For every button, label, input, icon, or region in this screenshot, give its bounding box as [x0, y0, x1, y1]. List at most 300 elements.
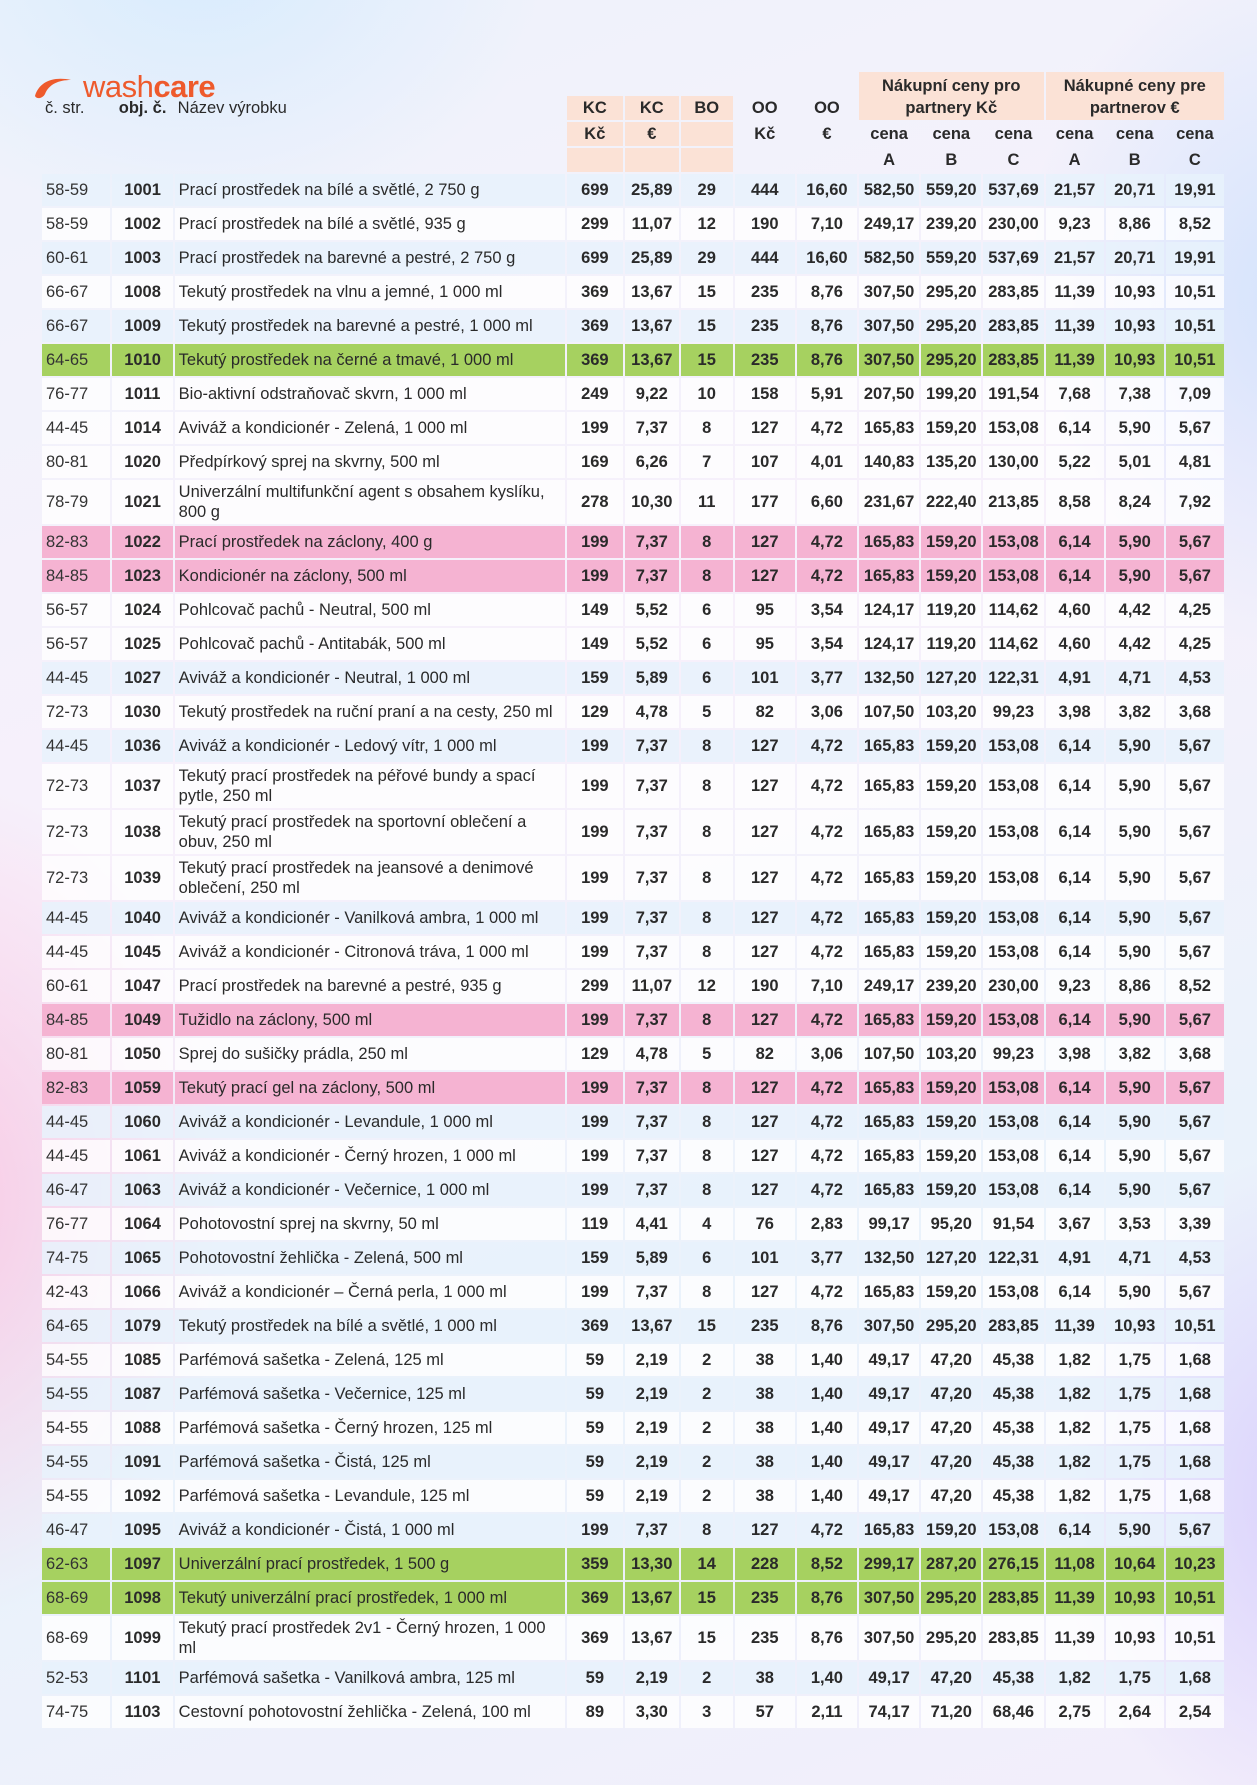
row-price-b-eur: 5,90: [1106, 902, 1164, 934]
row-kc-czk: 199: [567, 1140, 623, 1172]
row-kc-eur: 5,89: [625, 1242, 679, 1274]
unit-kc-eur: €: [625, 122, 679, 146]
row-page: 60-61: [42, 970, 110, 1002]
row-name: Parfémová sašetka - Černý hrozen, 125 ml: [175, 1412, 565, 1444]
row-price-a-eur: 11,39: [1046, 276, 1104, 308]
row-price-b-czk: 103,20: [921, 696, 981, 728]
row-price-a-czk: 165,83: [859, 810, 919, 854]
row-price-b-eur: 5,90: [1106, 856, 1164, 900]
row-bo: 11: [681, 480, 733, 524]
row-price-a-eur: 6,14: [1046, 412, 1104, 444]
row-price-b-eur: 1,75: [1106, 1662, 1164, 1694]
row-page: 54-55: [42, 1378, 110, 1410]
row-price-b-eur: 3,82: [1106, 696, 1164, 728]
row-oo-eur: 1,40: [797, 1378, 857, 1410]
row-price-c-eur: 5,67: [1166, 1072, 1224, 1104]
row-price-b-czk: 119,20: [921, 594, 981, 626]
row-obj: 1002: [112, 208, 172, 240]
row-price-a-czk: 165,83: [859, 730, 919, 762]
row-price-a-eur: 4,91: [1046, 662, 1104, 694]
row-price-b-eur: 1,75: [1106, 1344, 1164, 1376]
row-price-b-czk: 159,20: [921, 1140, 981, 1172]
row-oo-eur: 4,72: [797, 1514, 857, 1546]
row-price-c-eur: 2,54: [1166, 1696, 1224, 1728]
table-row: [42, 1072, 1224, 1104]
row-price-b-czk: 199,20: [921, 378, 981, 410]
row-price-b-eur: 1,75: [1106, 1412, 1164, 1444]
row-bo: 8: [681, 1174, 733, 1206]
row-kc-eur: 7,37: [625, 936, 679, 968]
row-page: 44-45: [42, 730, 110, 762]
row-oo-eur: 8,76: [797, 1616, 857, 1660]
row-price-b-czk: 287,20: [921, 1548, 981, 1580]
row-price-b-czk: 159,20: [921, 936, 981, 968]
row-price-c-eur: 10,51: [1166, 1616, 1224, 1660]
row-price-b-eur: 5,90: [1106, 936, 1164, 968]
row-obj: 1036: [112, 730, 172, 762]
row-price-b-eur: 10,93: [1106, 1310, 1164, 1342]
row-price-b-eur: 5,90: [1106, 1174, 1164, 1206]
row-bo: 8: [681, 1140, 733, 1172]
row-page: 68-69: [42, 1582, 110, 1614]
row-price-a-eur: 6,14: [1046, 1106, 1104, 1138]
row-oo-czk: 190: [735, 970, 795, 1002]
row-price-b-czk: 159,20: [921, 810, 981, 854]
row-price-c-czk: 283,85: [983, 344, 1043, 376]
col-cena-c-eur: cena: [1176, 124, 1214, 143]
row-kc-eur: 10,30: [625, 480, 679, 524]
row-price-a-czk: 99,17: [859, 1208, 919, 1240]
row-price-a-eur: 1,82: [1046, 1480, 1104, 1512]
row-kc-czk: 199: [567, 1004, 623, 1036]
row-kc-czk: 199: [567, 412, 623, 444]
row-price-a-czk: 165,83: [859, 1174, 919, 1206]
row-obj: 1064: [112, 1208, 172, 1240]
row-oo-czk: 127: [735, 936, 795, 968]
table-row: [42, 936, 1224, 968]
col-cena-b-czk: cena: [932, 124, 971, 143]
row-kc-eur: 13,67: [625, 1310, 679, 1342]
row-kc-czk: 199: [567, 810, 623, 854]
row-kc-eur: 3,30: [625, 1696, 679, 1728]
row-oo-eur: 3,77: [797, 662, 857, 694]
row-price-a-czk: 124,17: [859, 628, 919, 660]
row-oo-czk: 38: [735, 1446, 795, 1478]
row-price-b-eur: 5,90: [1106, 764, 1164, 808]
row-name: Tekutý prací prostředek na péřové bundy a spací pytle, 250 ml: [175, 764, 565, 808]
row-bo: 5: [681, 696, 733, 728]
row-oo-czk: 127: [735, 730, 795, 762]
row-price-a-eur: 6,14: [1046, 902, 1104, 934]
row-kc-czk: 369: [567, 344, 623, 376]
row-price-c-czk: 114,62: [983, 628, 1043, 660]
row-name: Pohlcovač pachů - Neutral, 500 ml: [175, 594, 565, 626]
row-page: 64-65: [42, 344, 110, 376]
row-price-a-czk: 165,83: [859, 764, 919, 808]
row-oo-czk: 190: [735, 208, 795, 240]
table-row: [42, 1004, 1224, 1036]
row-oo-eur: 3,77: [797, 1242, 857, 1274]
row-bo: 15: [681, 1582, 733, 1614]
row-price-c-czk: 213,85: [983, 480, 1043, 524]
table-row: [42, 1208, 1224, 1240]
row-price-b-eur: 5,90: [1106, 1276, 1164, 1308]
table-row: [42, 1242, 1224, 1274]
row-kc-eur: 5,52: [625, 628, 679, 660]
table-row: [42, 764, 1224, 808]
row-kc-eur: 13,67: [625, 310, 679, 342]
row-oo-czk: 177: [735, 480, 795, 524]
row-price-a-czk: 165,83: [859, 1004, 919, 1036]
row-obj: 1038: [112, 810, 172, 854]
row-bo: 12: [681, 970, 733, 1002]
row-page: 42-43: [42, 1276, 110, 1308]
row-oo-czk: 127: [735, 902, 795, 934]
row-price-a-eur: 2,75: [1046, 1696, 1104, 1728]
row-price-a-czk: 74,17: [859, 1696, 919, 1728]
row-bo: 6: [681, 1242, 733, 1274]
row-oo-eur: 1,40: [797, 1662, 857, 1694]
row-price-c-czk: 153,08: [983, 1004, 1043, 1036]
row-name: Tekutý prací prostředek na jeansové a denimové oblečení, 250 ml: [175, 856, 565, 900]
row-name: Aviváž a kondicionér - Černý hrozen, 1 000 ml: [175, 1140, 565, 1172]
row-price-c-eur: 10,51: [1166, 276, 1224, 308]
row-name: Aviváž a kondicionér - Levandule, 1 000 ml: [175, 1106, 565, 1138]
row-kc-eur: 25,89: [625, 242, 679, 274]
row-kc-eur: 7,37: [625, 1004, 679, 1036]
row-price-c-czk: 191,54: [983, 378, 1043, 410]
row-kc-czk: 359: [567, 1548, 623, 1580]
row-page: 56-57: [42, 594, 110, 626]
row-price-b-czk: 159,20: [921, 560, 981, 592]
row-price-c-eur: 5,67: [1166, 526, 1224, 558]
row-price-c-eur: 5,67: [1166, 412, 1224, 444]
row-price-a-eur: 4,60: [1046, 594, 1104, 626]
row-price-c-eur: 5,67: [1166, 1174, 1224, 1206]
table-row: [42, 1310, 1224, 1342]
row-price-c-eur: 5,67: [1166, 764, 1224, 808]
row-oo-czk: 127: [735, 526, 795, 558]
row-price-c-eur: 8,52: [1166, 208, 1224, 240]
row-name: Aviváž a kondicionér - Vanilková ambra, 1 000 ml: [175, 902, 565, 934]
row-price-b-czk: 159,20: [921, 1276, 981, 1308]
row-page: 72-73: [42, 856, 110, 900]
row-oo-czk: 101: [735, 1242, 795, 1274]
row-name: Aviváž a kondicionér - Večernice, 1 000 ml: [175, 1174, 565, 1206]
row-price-a-czk: 49,17: [859, 1480, 919, 1512]
row-price-b-czk: 159,20: [921, 1004, 981, 1036]
row-price-a-czk: 582,50: [859, 242, 919, 274]
row-price-a-eur: 11,08: [1046, 1548, 1104, 1580]
row-kc-czk: 59: [567, 1446, 623, 1478]
row-kc-eur: 2,19: [625, 1480, 679, 1512]
row-oo-eur: 4,72: [797, 1004, 857, 1036]
row-price-b-eur: 10,64: [1106, 1548, 1164, 1580]
row-kc-eur: 7,37: [625, 764, 679, 808]
row-price-a-czk: 165,83: [859, 1106, 919, 1138]
row-kc-czk: 149: [567, 628, 623, 660]
row-kc-czk: 199: [567, 902, 623, 934]
row-bo: 8: [681, 902, 733, 934]
row-name: Tužidlo na záclony, 500 ml: [175, 1004, 565, 1036]
row-oo-eur: 3,54: [797, 628, 857, 660]
row-page: 66-67: [42, 276, 110, 308]
row-oo-eur: 1,40: [797, 1446, 857, 1478]
row-price-c-eur: 1,68: [1166, 1378, 1224, 1410]
row-obj: 1001: [112, 174, 172, 206]
row-price-c-czk: 283,85: [983, 276, 1043, 308]
row-obj: 1085: [112, 1344, 172, 1376]
row-price-a-eur: 6,14: [1046, 936, 1104, 968]
row-price-a-eur: 11,39: [1046, 1310, 1104, 1342]
row-obj: 1087: [112, 1378, 172, 1410]
row-price-c-czk: 230,00: [983, 208, 1043, 240]
table-row: [42, 1412, 1224, 1444]
tier-b-eur: B: [1128, 150, 1141, 169]
row-obj: 1011: [112, 378, 172, 410]
row-name: Aviváž a kondicionér - Citronová tráva, 1 000 ml: [175, 936, 565, 968]
row-name: Tekutý prací prostředek 2v1 - Černý hrozen, 1 000 ml: [175, 1616, 565, 1660]
row-price-c-czk: 153,08: [983, 1276, 1043, 1308]
row-price-a-eur: 1,82: [1046, 1662, 1104, 1694]
row-price-b-czk: 95,20: [921, 1208, 981, 1240]
row-price-a-eur: 3,67: [1046, 1208, 1104, 1240]
row-name: Parfémová sašetka - Čistá, 125 ml: [175, 1446, 565, 1478]
row-oo-czk: 127: [735, 810, 795, 854]
row-price-a-eur: 3,98: [1046, 696, 1104, 728]
row-oo-czk: 235: [735, 1582, 795, 1614]
row-price-b-eur: 5,90: [1106, 412, 1164, 444]
row-oo-eur: 16,60: [797, 242, 857, 274]
row-obj: 1003: [112, 242, 172, 274]
col-kc-eur: KC: [625, 96, 679, 120]
row-oo-czk: 228: [735, 1548, 795, 1580]
row-kc-eur: 2,19: [625, 1446, 679, 1478]
tier-c-eur: C: [1188, 150, 1201, 169]
row-price-c-eur: 5,67: [1166, 1514, 1224, 1546]
row-bo: 15: [681, 310, 733, 342]
row-price-a-czk: 49,17: [859, 1662, 919, 1694]
row-price-a-eur: 6,14: [1046, 560, 1104, 592]
row-price-a-eur: 6,14: [1046, 730, 1104, 762]
row-kc-czk: 699: [567, 242, 623, 274]
row-price-c-czk: 283,85: [983, 1582, 1043, 1614]
row-price-a-czk: 49,17: [859, 1446, 919, 1478]
row-oo-czk: 127: [735, 1072, 795, 1104]
row-oo-eur: 4,72: [797, 1072, 857, 1104]
row-bo: 12: [681, 208, 733, 240]
row-price-b-eur: 5,90: [1106, 1140, 1164, 1172]
table-row: [42, 480, 1224, 524]
row-obj: 1009: [112, 310, 172, 342]
row-oo-eur: 8,76: [797, 276, 857, 308]
row-price-a-eur: 3,98: [1046, 1038, 1104, 1070]
table-row: [42, 1616, 1224, 1660]
row-price-b-czk: 71,20: [921, 1696, 981, 1728]
table-row: [42, 1548, 1224, 1580]
row-bo: 4: [681, 1208, 733, 1240]
row-name: Tekutý prostředek na vlnu a jemné, 1 000 ml: [175, 276, 565, 308]
table-row: [42, 810, 1224, 854]
row-oo-eur: 4,72: [797, 412, 857, 444]
col-cena-a-czk: cena: [870, 124, 908, 143]
row-bo: 8: [681, 526, 733, 558]
table-row: [42, 662, 1224, 694]
row-page: 74-75: [42, 1696, 110, 1728]
row-price-c-czk: 537,69: [983, 174, 1043, 206]
row-price-b-czk: 47,20: [921, 1480, 981, 1512]
table-row: [42, 1174, 1224, 1206]
row-kc-czk: 119: [567, 1208, 623, 1240]
row-price-b-czk: 239,20: [921, 970, 981, 1002]
row-kc-czk: 699: [567, 174, 623, 206]
table-row: [42, 310, 1224, 342]
row-price-c-czk: 153,08: [983, 1514, 1043, 1546]
row-bo: 3: [681, 1696, 733, 1728]
row-bo: 8: [681, 560, 733, 592]
row-price-c-czk: 130,00: [983, 446, 1043, 478]
row-price-c-czk: 153,08: [983, 1072, 1043, 1104]
row-obj: 1095: [112, 1514, 172, 1546]
row-obj: 1039: [112, 856, 172, 900]
row-price-a-czk: 307,50: [859, 276, 919, 308]
row-kc-czk: 149: [567, 594, 623, 626]
row-kc-eur: 13,30: [625, 1548, 679, 1580]
row-price-c-czk: 153,08: [983, 526, 1043, 558]
row-oo-eur: 7,10: [797, 208, 857, 240]
row-obj: 1023: [112, 560, 172, 592]
row-price-c-czk: 99,23: [983, 1038, 1043, 1070]
row-price-b-czk: 47,20: [921, 1344, 981, 1376]
row-kc-eur: 7,37: [625, 1106, 679, 1138]
row-price-c-eur: 5,67: [1166, 902, 1224, 934]
row-kc-czk: 159: [567, 662, 623, 694]
row-page: 80-81: [42, 446, 110, 478]
row-price-c-eur: 5,67: [1166, 730, 1224, 762]
row-oo-eur: 8,76: [797, 344, 857, 376]
row-oo-eur: 4,72: [797, 856, 857, 900]
row-oo-eur: 2,11: [797, 1696, 857, 1728]
row-price-b-czk: 559,20: [921, 242, 981, 274]
row-price-c-eur: 1,68: [1166, 1412, 1224, 1444]
row-kc-eur: 7,37: [625, 1514, 679, 1546]
row-price-c-czk: 153,08: [983, 412, 1043, 444]
row-kc-eur: 9,22: [625, 378, 679, 410]
row-page: 56-57: [42, 628, 110, 660]
row-kc-eur: 5,52: [625, 594, 679, 626]
row-price-c-czk: 153,08: [983, 730, 1043, 762]
row-price-c-eur: 5,67: [1166, 1004, 1224, 1036]
row-price-a-czk: 307,50: [859, 344, 919, 376]
row-oo-eur: 7,10: [797, 970, 857, 1002]
row-kc-eur: 7,37: [625, 810, 679, 854]
row-price-a-eur: 6,14: [1046, 1140, 1104, 1172]
table-row: [42, 1446, 1224, 1478]
row-price-a-czk: 165,83: [859, 526, 919, 558]
row-oo-eur: 4,72: [797, 810, 857, 854]
row-kc-eur: 4,78: [625, 1038, 679, 1070]
row-price-a-eur: 21,57: [1046, 174, 1104, 206]
row-oo-czk: 235: [735, 1616, 795, 1660]
row-price-c-eur: 5,67: [1166, 1106, 1224, 1138]
row-oo-czk: 38: [735, 1378, 795, 1410]
row-kc-czk: 369: [567, 1616, 623, 1660]
row-price-b-eur: 5,90: [1106, 1004, 1164, 1036]
row-price-a-czk: 249,17: [859, 208, 919, 240]
row-page: 46-47: [42, 1174, 110, 1206]
row-name: Tekutý prací gel na záclony, 500 ml: [175, 1072, 565, 1104]
row-kc-eur: 25,89: [625, 174, 679, 206]
row-kc-czk: 369: [567, 276, 623, 308]
row-price-c-czk: 45,38: [983, 1378, 1043, 1410]
table-row: [42, 446, 1224, 478]
row-bo: 15: [681, 344, 733, 376]
row-obj: 1008: [112, 276, 172, 308]
table-row: [42, 856, 1224, 900]
row-price-c-eur: 10,51: [1166, 1310, 1224, 1342]
col-oo-eur: OO: [814, 98, 840, 117]
row-kc-eur: 11,07: [625, 970, 679, 1002]
row-page: 68-69: [42, 1616, 110, 1660]
row-bo: 8: [681, 764, 733, 808]
row-name: Pohlcovač pachů - Antitabák, 500 ml: [175, 628, 565, 660]
row-price-a-czk: 307,50: [859, 1616, 919, 1660]
row-price-b-czk: 47,20: [921, 1662, 981, 1694]
row-oo-czk: 127: [735, 1174, 795, 1206]
row-name: Tekutý prostředek na barevné a pestré, 1 000 ml: [175, 310, 565, 342]
row-price-c-czk: 45,38: [983, 1480, 1043, 1512]
row-price-c-czk: 153,08: [983, 1140, 1043, 1172]
row-price-c-czk: 45,38: [983, 1446, 1043, 1478]
row-kc-eur: 5,89: [625, 662, 679, 694]
row-price-c-eur: 3,68: [1166, 696, 1224, 728]
row-page: 44-45: [42, 902, 110, 934]
row-bo: 2: [681, 1662, 733, 1694]
row-kc-czk: 369: [567, 1582, 623, 1614]
row-bo: 2: [681, 1412, 733, 1444]
row-kc-czk: 199: [567, 730, 623, 762]
row-page: 52-53: [42, 1662, 110, 1694]
row-bo: 8: [681, 810, 733, 854]
row-price-b-czk: 47,20: [921, 1412, 981, 1444]
row-name: Prací prostředek na bílé a světlé, 935 g: [175, 208, 565, 240]
row-price-b-czk: 295,20: [921, 1582, 981, 1614]
row-oo-czk: 127: [735, 1106, 795, 1138]
row-oo-eur: 4,72: [797, 1106, 857, 1138]
row-page: 58-59: [42, 208, 110, 240]
row-oo-czk: 38: [735, 1480, 795, 1512]
row-name: Cestovní pohotovostní žehlička - Zelená, 100 ml: [175, 1696, 565, 1728]
row-bo: 6: [681, 662, 733, 694]
row-kc-czk: 369: [567, 1310, 623, 1342]
row-price-c-czk: 45,38: [983, 1412, 1043, 1444]
row-oo-czk: 107: [735, 446, 795, 478]
row-price-b-czk: 295,20: [921, 1616, 981, 1660]
row-bo: 5: [681, 1038, 733, 1070]
row-oo-czk: 95: [735, 628, 795, 660]
row-kc-czk: 59: [567, 1344, 623, 1376]
row-kc-eur: 4,78: [625, 696, 679, 728]
row-page: 64-65: [42, 1310, 110, 1342]
row-kc-eur: 11,07: [625, 208, 679, 240]
row-oo-czk: 127: [735, 1276, 795, 1308]
table-row: [42, 344, 1224, 376]
row-oo-eur: 4,72: [797, 526, 857, 558]
row-obj: 1079: [112, 1310, 172, 1342]
row-price-a-czk: 132,50: [859, 662, 919, 694]
row-price-b-czk: 159,20: [921, 526, 981, 558]
row-page: 44-45: [42, 1106, 110, 1138]
